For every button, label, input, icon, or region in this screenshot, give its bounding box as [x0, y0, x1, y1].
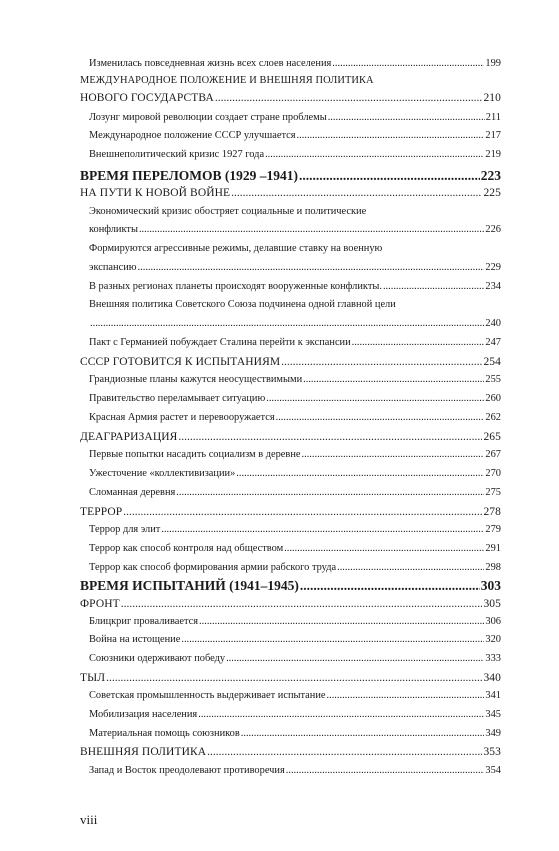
- page-number: viii: [80, 812, 98, 827]
- dot-leader: [90, 318, 484, 329]
- dot-leader: [266, 393, 484, 404]
- toc-entry-page: 210: [483, 92, 501, 104]
- dot-leader: [284, 543, 484, 554]
- toc-entry-page: 267: [485, 449, 501, 460]
- toc-chapter[interactable]: [80, 506, 501, 518]
- dot-leader: [121, 598, 483, 610]
- toc-entry-title: Грандиозные планы кажутся неосуществимыми: [89, 374, 303, 385]
- toc-entry-title: Террор как способ формирования армии рабского труда: [89, 562, 337, 573]
- toc-entry-title: Внешнеполитический кризис 1927 года: [89, 149, 265, 160]
- dot-leader: [161, 524, 484, 535]
- toc-entry-title: Ужесточение «коллективизации»: [89, 468, 236, 479]
- toc-entry[interactable]: [89, 468, 501, 479]
- toc-entry-title-line: Экономический кризис обостряет социальные и политические: [89, 206, 367, 217]
- toc-entry-title: ВНЕШНЯЯ ПОЛИТИКА: [80, 746, 207, 758]
- toc-entry-title-line: Формируются агрессивные режимы, делавшие ставку на военную: [89, 243, 383, 254]
- toc-entry-page: 270: [485, 468, 501, 479]
- toc-entry-page: 303: [480, 578, 501, 593]
- dot-leader: [297, 130, 485, 141]
- dot-leader: [300, 578, 480, 594]
- toc-entry[interactable]: [89, 281, 501, 292]
- toc-entry[interactable]: [89, 374, 501, 385]
- toc-entry-title: НА ПУТИ К НОВОЙ ВОЙНЕ: [80, 187, 231, 199]
- toc-entry-page: 225: [483, 187, 501, 199]
- toc-chapter[interactable]: [80, 746, 501, 758]
- dot-leader: [241, 728, 485, 739]
- toc-entry-title-line: МЕЖДУНАРОДНОЕ ПОЛОЖЕНИЕ И ВНЕШНЯЯ ПОЛИТИКА: [80, 75, 374, 86]
- toc-entry[interactable]: [80, 92, 501, 104]
- toc-entry[interactable]: [89, 412, 501, 423]
- toc-entry-title: Материальная помощь союзников: [89, 728, 240, 739]
- dot-leader: [207, 746, 482, 758]
- dot-leader: [337, 562, 484, 573]
- toc-entry-page: 306: [485, 616, 501, 627]
- toc-entry-title: Пакт с Германией побуждает Сталина перейти к экспансии: [89, 337, 351, 348]
- toc-entry[interactable]: [89, 58, 501, 69]
- toc-entry-page: 279: [485, 524, 501, 535]
- toc-part-heading[interactable]: [80, 578, 501, 594]
- dot-leader: [383, 281, 484, 292]
- toc-entry-page: 217: [485, 130, 501, 141]
- toc-entry-page: 345: [485, 709, 501, 720]
- toc-entry-page: 211: [485, 112, 501, 123]
- toc-entry-title: ДЕАГРАРИЗАЦИЯ: [80, 431, 178, 443]
- dot-leader: [123, 506, 482, 518]
- toc-entry-title: ФРОНТ: [80, 598, 120, 610]
- dot-leader: [181, 634, 484, 645]
- toc-entry-page: 320: [485, 634, 501, 645]
- toc-entry-title: Сломанная деревня: [89, 487, 176, 498]
- toc-entry-title: Международное положение СССР улучшается: [89, 130, 296, 141]
- toc-entry-page: 349: [485, 728, 501, 739]
- dot-leader: [302, 449, 485, 460]
- toc-entry-title: Красная Армия растет и перевооружается: [89, 412, 275, 423]
- toc-entry-page: 223: [480, 168, 501, 183]
- dot-leader: [178, 431, 482, 443]
- dot-leader: [226, 653, 484, 664]
- toc-entry-page: 354: [485, 765, 501, 776]
- toc-entry[interactable]: [89, 149, 501, 160]
- toc-entry-page: 255: [485, 374, 501, 385]
- toc-entry-page: 265: [483, 431, 501, 443]
- toc-entry[interactable]: [89, 112, 501, 123]
- toc-entry-title: Запад и Восток преодолевают противоречия: [89, 765, 285, 776]
- toc-entry[interactable]: [89, 709, 501, 720]
- toc-entry-page: 199: [485, 58, 501, 69]
- toc-entry-title: Террор для элит: [89, 524, 161, 535]
- toc-entry-title: В разных регионах планеты происходят вооруженные конфликты.: [89, 281, 382, 292]
- dot-leader: [176, 487, 484, 498]
- dot-leader: [286, 765, 485, 776]
- toc-entry[interactable]: [89, 130, 501, 141]
- toc-entry-title: Правительство переламывает ситуацию: [89, 393, 266, 404]
- dot-leader: [303, 374, 484, 385]
- toc-entry[interactable]: [89, 262, 501, 273]
- toc-entry-title: Лозунг мировой революции создает стране проблемы: [89, 112, 327, 123]
- toc-entry-page: 353: [483, 746, 501, 758]
- toc-entry[interactable]: [89, 487, 501, 498]
- toc-entry[interactable]: [89, 449, 501, 460]
- dot-leader: [199, 616, 484, 627]
- toc-entry[interactable]: [89, 318, 501, 329]
- toc-entry[interactable]: [89, 653, 501, 664]
- toc-entry-title: ВРЕМЯ ИСПЫТАНИЙ (1941–1945): [80, 578, 299, 593]
- toc-entry[interactable]: [89, 765, 501, 776]
- toc-entry[interactable]: [89, 690, 501, 701]
- toc-entry[interactable]: [89, 562, 501, 573]
- dot-leader: [332, 58, 484, 69]
- toc-entry-page: 260: [485, 393, 501, 404]
- toc-part-heading[interactable]: [80, 168, 501, 184]
- toc-entry[interactable]: [89, 634, 501, 645]
- dot-leader: [139, 224, 484, 235]
- toc-entry-title: Союзники одерживают победу: [89, 653, 226, 664]
- toc-entry-page: 275: [485, 487, 501, 498]
- toc-chapter[interactable]: [80, 187, 501, 199]
- toc-entry-page: 240: [485, 318, 501, 329]
- toc-entry-title: экспансию: [89, 262, 137, 273]
- dot-leader: [231, 187, 482, 199]
- toc-entry-page: 234: [485, 281, 501, 292]
- dot-leader: [327, 690, 485, 701]
- toc-entry-page: 226: [485, 224, 501, 235]
- toc-chapter[interactable]: [80, 431, 501, 443]
- toc-entry-page: 247: [485, 337, 501, 348]
- toc-entry-title-line: Внешняя политика Советского Союза подчинена одной главной цели: [89, 299, 396, 310]
- toc-entry-title: конфликты: [89, 224, 138, 235]
- toc-entry-title: Война на истощение: [89, 634, 181, 645]
- toc-entry-title: Изменилась повседневная жизнь всех слоев населения: [89, 58, 332, 69]
- toc-entry-title: Советская промышленность выдерживает испытание: [89, 690, 326, 701]
- toc-entry-page: 341: [485, 690, 501, 701]
- toc-entry[interactable]: [89, 616, 501, 627]
- toc-entry-page: 291: [485, 543, 501, 554]
- dot-leader: [265, 149, 484, 160]
- toc-entry-title: ТЕРРОР: [80, 506, 123, 518]
- toc-entry-title: НОВОГО ГОСУДАРСТВА: [80, 92, 214, 104]
- toc-chapter[interactable]: [80, 356, 501, 368]
- dot-leader: [215, 92, 483, 104]
- dot-leader: [198, 709, 484, 720]
- toc-entry-title: Блицкриг проваливается: [89, 616, 199, 627]
- toc-chapter[interactable]: [80, 598, 501, 610]
- toc-entry[interactable]: [89, 543, 501, 554]
- toc-entry-page: 333: [485, 653, 501, 664]
- toc-entry-title: ТЫЛ: [80, 672, 106, 684]
- toc-entry[interactable]: [89, 337, 501, 348]
- toc-entry-page: 278: [483, 506, 501, 518]
- toc-entry-title: Первые попытки насадить социализм в деревне: [89, 449, 301, 460]
- dot-leader: [281, 356, 482, 368]
- toc-entry-title: Мобилизация населения: [89, 709, 198, 720]
- toc-entry-page: 254: [483, 356, 501, 368]
- dot-leader: [106, 672, 482, 684]
- toc-entry-page: 229: [485, 262, 501, 273]
- dot-leader: [236, 468, 484, 479]
- toc-entry-title: ВРЕМЯ ПЕРЕЛОМОВ (1929 –1941): [80, 168, 298, 183]
- toc-chapter[interactable]: [80, 672, 501, 684]
- toc-entry[interactable]: [89, 728, 501, 739]
- toc-entry[interactable]: [89, 524, 501, 535]
- dot-leader: [138, 262, 485, 273]
- toc-entry-page: 298: [485, 562, 501, 573]
- toc-entry-title: СССР ГОТОВИТСЯ К ИСПЫТАНИЯМ: [80, 356, 281, 368]
- toc-entry-title: Террор как способ контроля над обществом: [89, 543, 284, 554]
- toc-entry-page: 305: [483, 598, 501, 610]
- toc-entry[interactable]: [89, 393, 501, 404]
- toc-entry[interactable]: [89, 224, 501, 235]
- toc-entry-page: 262: [485, 412, 501, 423]
- dot-leader: [299, 168, 480, 184]
- toc-entry-page: 340: [483, 672, 501, 684]
- dot-leader: [352, 337, 485, 348]
- dot-leader: [328, 112, 485, 123]
- toc-entry-page: 219: [485, 149, 501, 160]
- dot-leader: [276, 412, 485, 423]
